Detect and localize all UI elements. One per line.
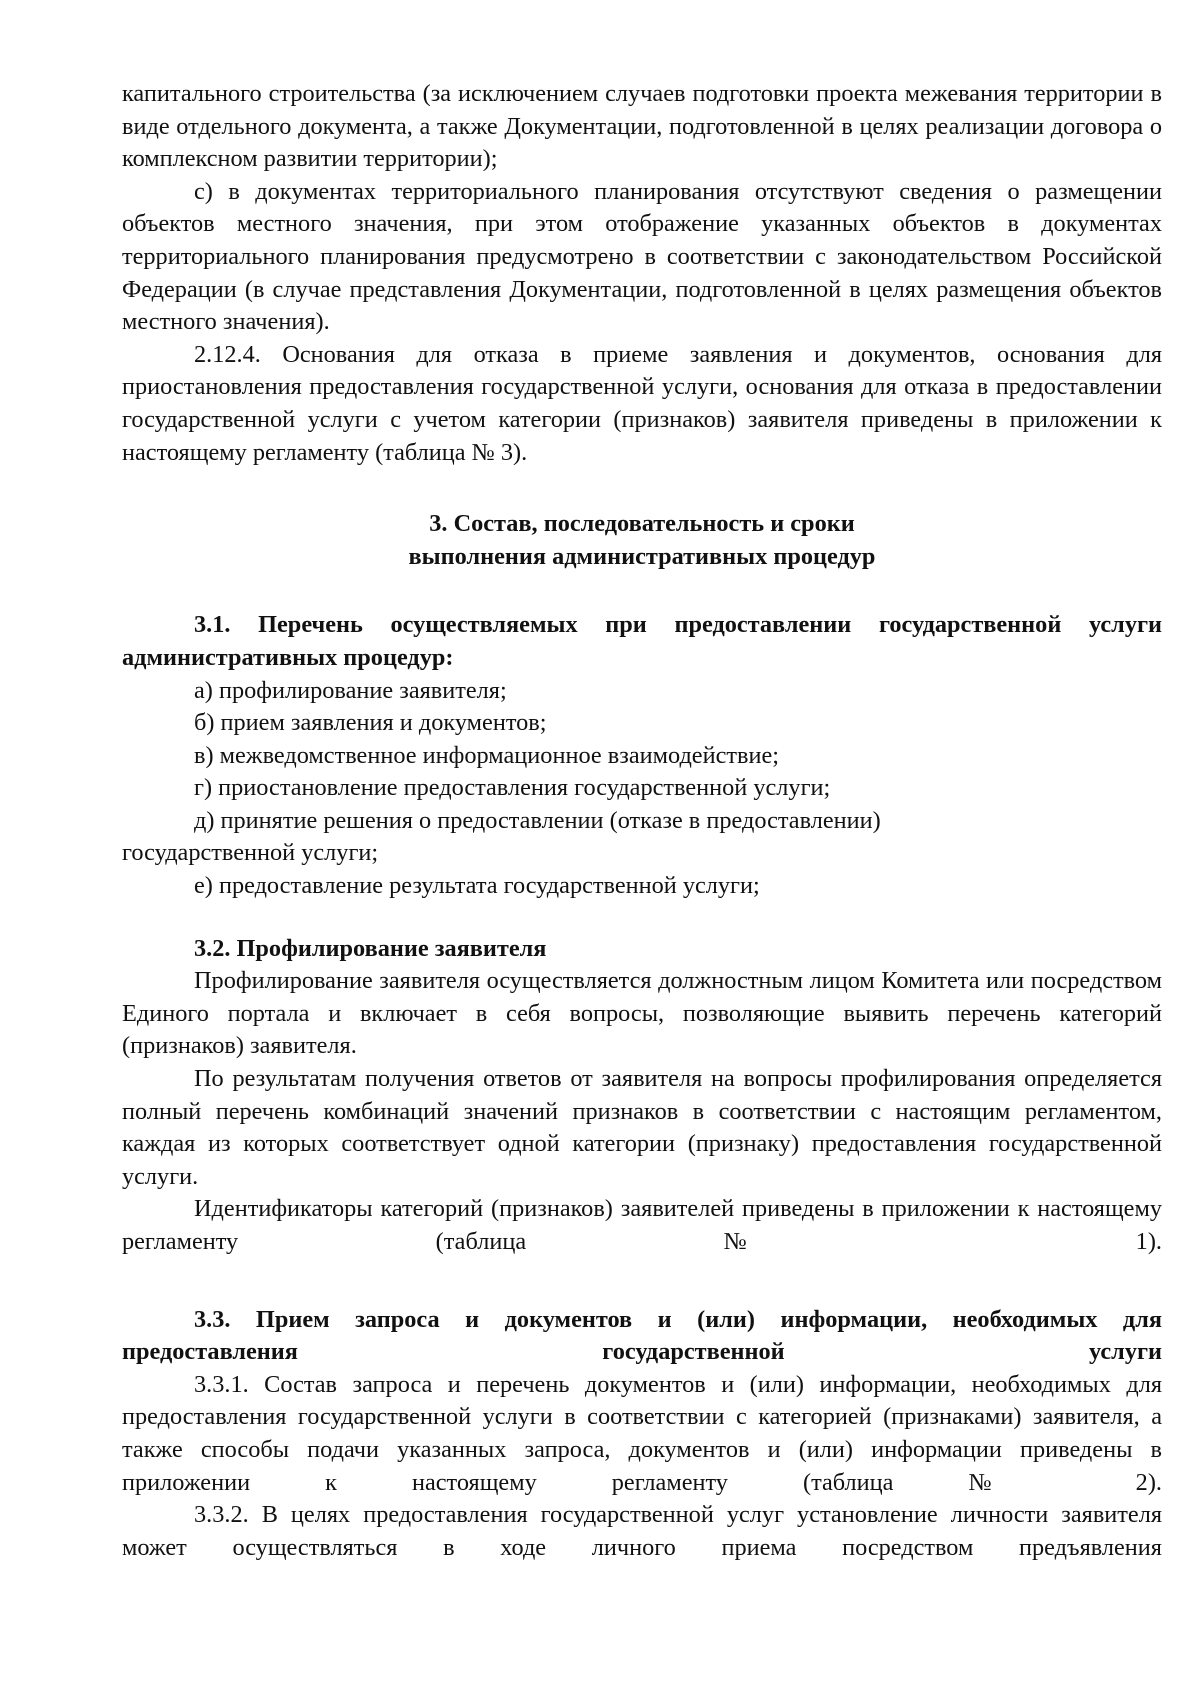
paragraph-2-12-4: 2.12.4. Основания для отказа в приеме заявления и документов, основания для приостановления предоставления государственной услуги, основания для отказа в предоставлении государственной услуги с учетом категории (признаков) заявителя приведены в приложении к настоящему регламенту (таблица № 3). <box>122 340 1162 466</box>
list-item: а) профилирование заявителя; <box>194 676 507 704</box>
subsection-3-2-heading: 3.2. Профилирование заявителя <box>194 934 547 962</box>
subsection-3-3-heading: 3.3. Прием запроса и документов и (или) информации, необходимых для предоставления государственной услуги <box>122 1305 1162 1366</box>
list-item-continuation: государственной услуги; <box>122 839 379 867</box>
list-item: г) приостановление предоставления государственной услуги; <box>194 774 831 802</box>
paragraph-item-c: c) в документах территориального планирования отсутствуют сведения о размещении объектов местного значения, при этом отображение указанных объектов в документах территориального планирования предусмотрено в соответствии с законодательством Российской Федерации (в случае представления Документации, подготовленной в целях размещения объектов местного значения). <box>122 177 1162 336</box>
paragraph-continuation: капитального строительства (за исключением случаев подготовки проекта межевания территории в виде отдельного документа, а также Документации, подготовленной в целях реализации договора о комплексном развитии территории); <box>122 80 1162 173</box>
section-3-title-line-1: 3. Состав, последовательность и сроки <box>429 510 855 538</box>
subsection-3-1-heading: 3.1. Перечень осуществляемых при предоставлении государственной услуги административных процедур: <box>122 611 1162 671</box>
list-item: д) принятие решения о предоставлении (отказе в предоставлении) <box>194 806 881 834</box>
paragraph-3-3-2: 3.3.2. В целях предоставления государственной услуг установление личности заявителя может осуществляться в ходе личного приема посредством предъявления <box>122 1501 1162 1561</box>
list-item: б) прием заявления и документов; <box>194 709 547 737</box>
list-item: в) межведомственное информационное взаимодействие; <box>194 741 779 769</box>
list-item: е) предоставление результата государственной услуги; <box>194 872 760 900</box>
section-3-title-line-2: выполнения административных процедур <box>408 542 876 570</box>
document-page <box>122 78 1162 1564</box>
subsection-3-2-paragraph-3: Идентификаторы категорий (признаков) заявителей приведены в приложении к настоящему регламенту (таблица № 1). <box>122 1195 1162 1255</box>
subsection-3-2-paragraph-1: Профилирование заявителя осуществляется должностным лицом Комитета или посредством Единого портала и включает в себя вопросы, позволяющие выявить перечень категорий (признаков) заявителя. <box>122 967 1162 1060</box>
subsection-3-2-paragraph-2: По результатам получения ответов от заявителя на вопросы профилирования определяется полный перечень комбинаций значений признаков в соответствии с настоящим регламентом, каждая из которых соответствует одной категории (признаку) предоставления государственной услуги. <box>122 1065 1162 1190</box>
paragraph-3-3-1: 3.3.1. Состав запроса и перечень документов и (или) информации, необходимых для предоставления государственной услуги в соответствии с категорией (признаками) заявителя, а также способы подачи указанных запроса, документов и (или) информации приведены в приложении к настоящему регламенту (таблица № 2). <box>122 1370 1162 1496</box>
